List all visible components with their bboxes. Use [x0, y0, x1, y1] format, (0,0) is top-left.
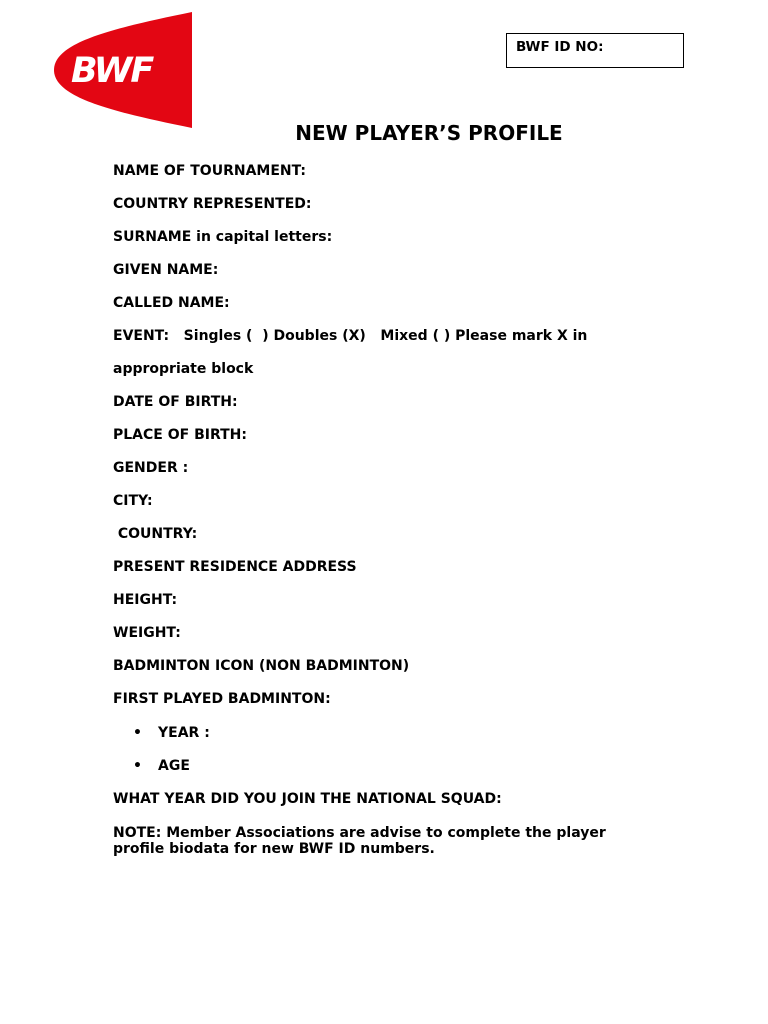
bwf-logo [54, 12, 196, 130]
field-height: HEIGHT: [113, 592, 178, 608]
bullet-icon: • [133, 758, 142, 774]
bullet-icon: • [133, 725, 142, 741]
field-called-name: CALLED NAME: [113, 295, 230, 311]
field-country-represented: COUNTRY REPRESENTED: [113, 196, 312, 212]
bwf-id-label: BWF ID NO: [516, 39, 604, 55]
field-badminton-icon: BADMINTON ICON (NON BADMINTON) [113, 658, 410, 674]
field-event: EVENT: Singles ( ) Doubles (X) Mixed ( ) Please mark X in [113, 328, 588, 344]
field-given-name: GIVEN NAME: [113, 262, 219, 278]
list-item-year: YEAR : [158, 725, 210, 741]
page-title: NEW PLAYER’S PROFILE [295, 121, 563, 145]
field-city: CITY: [113, 493, 153, 509]
field-date-of-birth: DATE OF BIRTH: [113, 394, 238, 410]
field-country: COUNTRY: [113, 526, 198, 542]
field-present-residence-address: PRESENT RESIDENCE ADDRESS [113, 559, 357, 575]
field-event-continued: appropriate block [113, 361, 254, 377]
field-national-squad-year: WHAT YEAR DID YOU JOIN THE NATIONAL SQUAD: [113, 791, 502, 807]
field-name-of-tournament: NAME OF TOURNAMENT: [113, 163, 307, 179]
field-place-of-birth: PLACE OF BIRTH: [113, 427, 247, 443]
bwf-id-box[interactable] [506, 33, 684, 68]
field-gender: GENDER : [113, 460, 189, 476]
logo-text: BWF [71, 51, 153, 91]
note-text: NOTE: Member Associations are advise to complete the player profile biodata for new BWF ID numbers. [113, 825, 606, 857]
field-weight: WEIGHT: [113, 625, 181, 641]
field-first-played-badminton: FIRST PLAYED BADMINTON: [113, 691, 331, 707]
list-item-age: AGE [158, 758, 190, 774]
field-surname: SURNAME in capital letters: [113, 229, 333, 245]
